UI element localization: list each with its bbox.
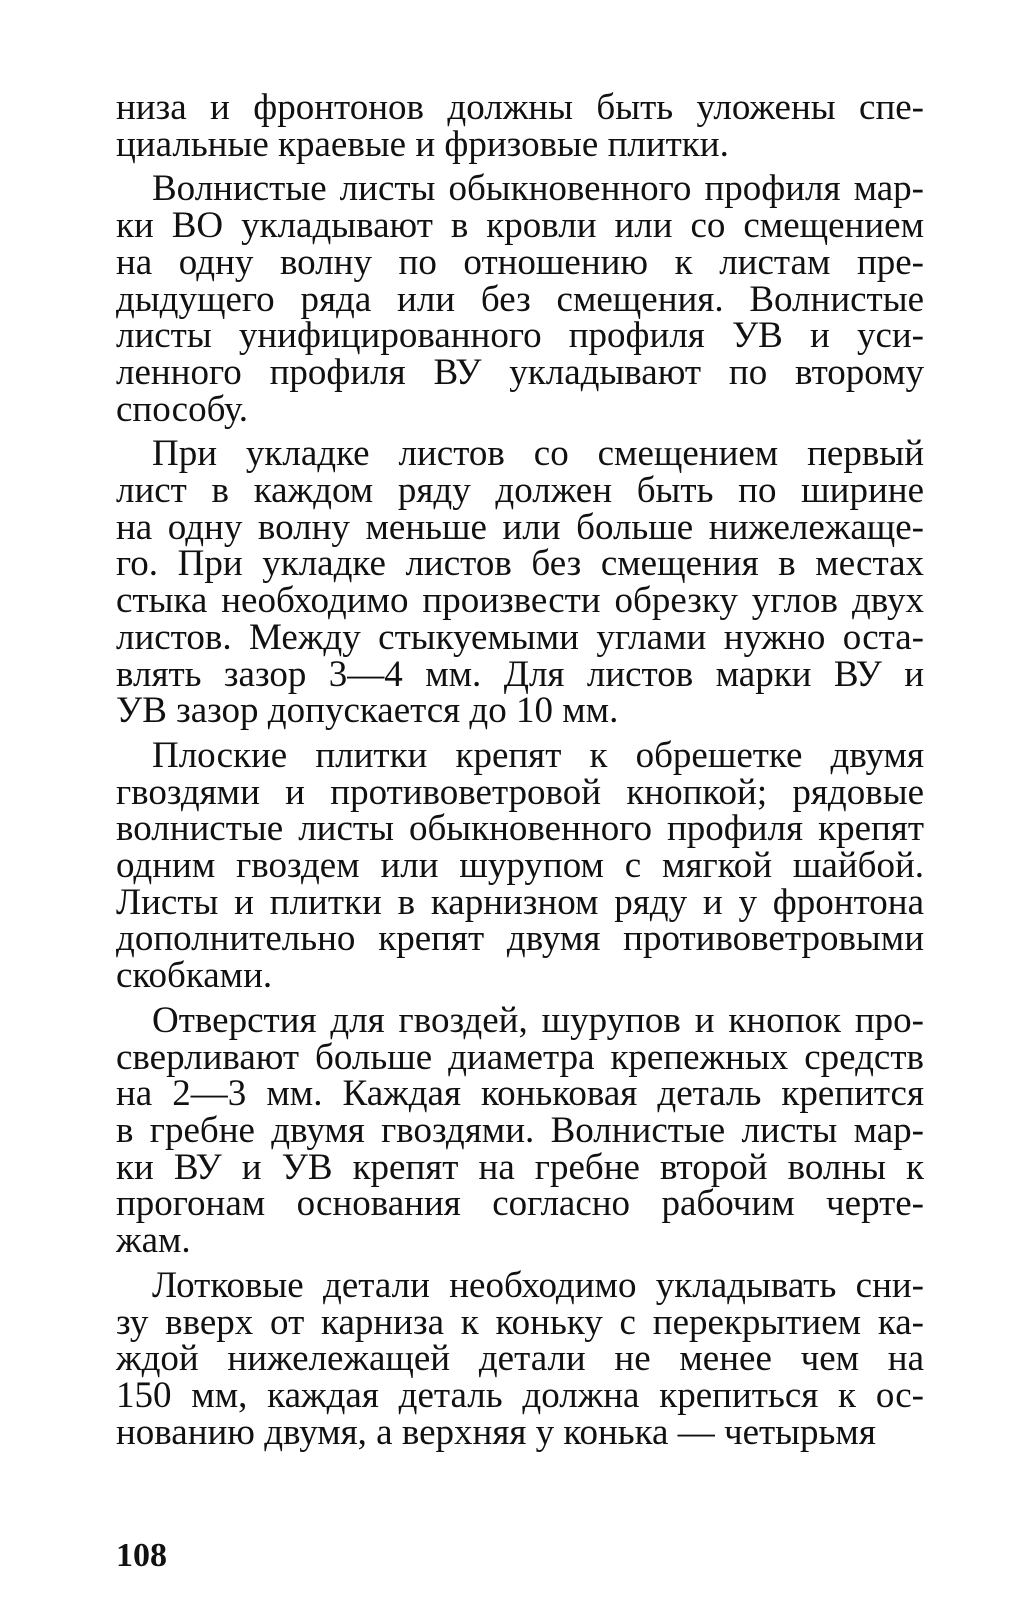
text-line: Волнистые листы обыкновенного профиля мар- [152,168,924,210]
text-line: на одну волну меньше или больше нижележаще- [116,506,924,548]
text-line: стыка необходимо произвести обрезку углов двух [116,580,924,622]
text-line: дыдущего ряда или без смещения. Волнистые [116,278,924,320]
page-number: 108 [116,1537,167,1574]
text-line: на одну волну по отношению к листам пре- [116,241,924,283]
text-line: ки ВУ и УВ крепят на гребне второй волны к [116,1146,924,1188]
text-line: 150 мм, каждая деталь должна крепиться к ос- [116,1374,924,1416]
document-body [116,87,924,1459]
text-line: жам. [116,1220,191,1262]
text-line: Плоские плитки крепят к обрешетке двумя [152,734,924,776]
paragraph [116,999,924,1262]
text-line: УВ зазор допускается до 10 мм. [116,690,619,732]
text-line: го. При укладке листов без смещения в местах [116,543,924,585]
text-line: скобками. [116,955,273,997]
text-line: ждой нижележащей детали не менее чем на [116,1338,924,1380]
text-line: влять зазор 3—4 мм. Для листов марки ВУ и [116,653,924,695]
paragraph [116,1264,924,1453]
text-line: волнистые листы обыкновенного профиля крепят [116,808,924,850]
text-line: нованию двумя, а верхняя у конька — четырьмя [116,1411,876,1453]
text-line: ленного профиля ВУ укладывают по второму [116,351,924,393]
text-line: прогонам основания согласно рабочим черте- [116,1183,924,1225]
text-line: листы унифицированного профиля УВ и уси- [116,315,924,357]
text-line: Отверстия для гвоздей, шурупов и кнопок про- [152,999,924,1041]
text-line: способу. [116,388,249,430]
text-line: При укладке листов со смещением первый [152,433,924,475]
text-line: гвоздями и противоветровой кнопкой; рядовые [116,771,924,813]
text-line: лист в каждом ряду должен быть по ширине [116,470,924,512]
text-line: Листы и плитки в карнизном ряду и у фронтона [116,881,924,923]
text-line: сверливают больше диаметра крепежных средств [116,1036,924,1078]
text-line: листов. Между стыкуемыми углами нужно оста- [116,616,924,658]
text-line: одним гвоздем или шурупом с мягкой шайбой. [116,845,924,887]
paragraph [116,87,924,165]
text-line: на 2—3 мм. Каждая коньковая деталь крепится [116,1073,924,1115]
text-line: циальные краевые и фризовые плитки. [116,123,729,165]
text-line: в гребне двумя гвоздями. Волнистые листы мар- [116,1109,924,1151]
text-line: низа и фронтонов должны быть уложены спе- [116,87,924,128]
text-line: зу вверх от карниза к коньку с перекрытием ка- [116,1301,924,1343]
paragraph [116,433,924,732]
text-line: дополнительно крепят двумя противоветровыми [116,918,924,960]
text-line: Лотковые детали необходимо укладывать сни- [152,1264,924,1306]
paragraph [116,168,924,430]
paragraph [116,734,924,997]
text-line: ки ВО укладывают в кровли или со смещением [116,205,924,247]
